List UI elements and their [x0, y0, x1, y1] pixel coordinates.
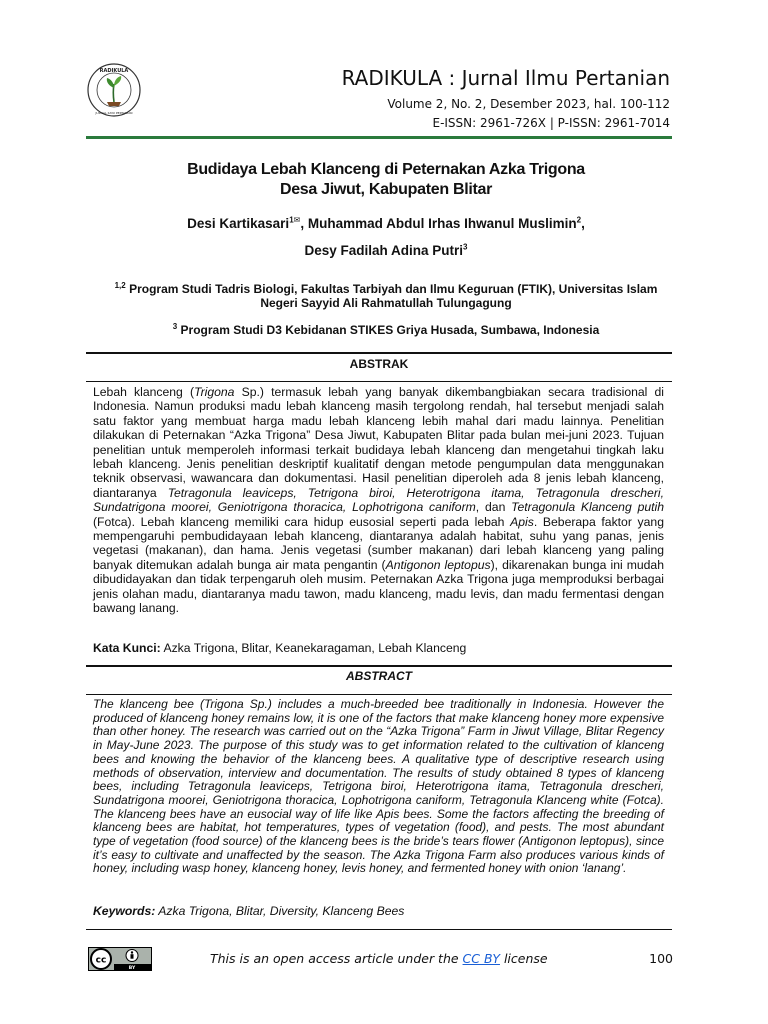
footer-rule: [86, 929, 672, 930]
cc-by-link[interactable]: CC BY: [462, 951, 500, 966]
affiliation-2-text: Program Studi D3 Kebidanan STIKES Griya Husada, Sumbawa, Indonesia: [180, 323, 600, 337]
authors-line2: [86, 243, 686, 258]
affiliation-1-text: Program Studi Tadris Biologi, Fakultas Tarbiyah dan Ilmu Keguruan (FTIK), Universitas Islam: [129, 282, 658, 296]
abstract-body: The klanceng bee (Trigona Sp.) includes a much-breeded bee traditionally in Indonesia. However the produced of klanceng honey remains low, it is one of the factors that make klanceng honey more expensive than other honey. The research was carried out on the “Azka Trigona” Farm in Jiwut Village, Blitar Regency in May-June 2023. The purpose of this study was to get information related to the cultivation of klanceng bees and knowing the behavior of the klanceng bees. A qualitative type of descriptive research using methods of observation, interview and documentation. The results of study obtained 8 types of klanceng bees, including Tetragonula leaviceps, Tetrigona biroi, Heterotrigona itama, Tetragonula drescheri, Sundatrigona moorei, Geniotrigona thoracica, Lophotrigona caniform, Tetragonula Klanceng white (Fotca). The klanceng bees have an eusocial way of life like Apis bees. Some the factors affecting the breeding of klanceng bees are habitat, hot temperatures, types of vegetation (food), and pests. The most abundant type of vegetation (food source) of the klanceng bees is the bride’s tears flower (Antigonon leptopus), since it’s easy to cultivate and unaffected by the season. The Azka Trigona Farm also produces various kinds of honey, including wasp honey, klanceng honey, levis honey, and fermented honey with onion ‘lanang’.: [93, 697, 664, 876]
journal-volume: Volume 2, No. 2, Desember 2023, hal. 100-112: [387, 97, 670, 111]
mail-icon[interactable]: ✉: [293, 215, 301, 225]
abstract-heading-rule: [86, 694, 672, 695]
affiliation-2: [86, 323, 686, 337]
abstract-top-rule: [86, 665, 672, 667]
by-label: BY: [128, 966, 136, 971]
author-3: Desy Fadilah Adina Putri: [304, 243, 464, 258]
abstrak-heading: ABSTRAK: [349, 357, 409, 371]
abstrak-body: Lebah klanceng (Trigona Sp.) termasuk lebah yang banyak dikembangbiakan secara tradisional di Indonesia. Namun produksi madu lebah klanceng masih tergolong rendah, hal tersebut menjadi salah satu faktor yang membuat harga madu lebah klanceng lebih mahal dari madu lainnya. Penelitian dilakukan di Peternakan “Azka Trigona” Desa Jiwut, Kabupaten Blitar pada bulan mei-juni 2023. Tujuan penelitian untuk memperoleh informasi terkait budidaya lebah klanceng dan mengetahui tingkah laku lebah klanceng. Jenis penelitian deskriptif kualitatif dengan metode pengumpulan data menggunakan teknik observasi, wawancara dan dokumentasi. Hasil penelitian diperoleh ada 8 jenis lebah klanceng, diantaranya Tetragonula leaviceps, Tetrigona biroi, Heterotrigona itama, Tetragonula drescheri, Sundatrigona moorei, Geniotrigona thoracica, Lophotrigona caniform, dan Tetragonula Klanceng putih (Fotca). Lebah klanceng memiliki cara hidup eusosial seperti pada lebah Apis. Beberapa faktor yang mempengaruhi pembudidayaan lebah klanceng, diantaranya adalah habitat, suhu yang panas, jenis vegetasi (makanan), dan hama. Jenis vegetasi (sumber makanan) dari lebah klanceng yang paling banyak ditemukan adalah bunga air mata pengantin (Antigonon leptopus), dikarenakan bunga ini mudah dibudidayakan dan tidak terpengaruh oleh musim. Peternakan Azka Trigona juga memproduksi berbagai jenis olahan madu, diantaranya madu tawon, madu klanceng, madu levis, dan madu fermentasi dengan bawang lanang.: [93, 385, 664, 616]
kata-kunci-label: Kata Kunci:: [93, 641, 161, 655]
affiliation-1-sup: 1,2: [114, 281, 126, 290]
logo-text: RADIKULA: [99, 68, 129, 74]
header-divider: [86, 136, 672, 139]
cc-by-badge[interactable]: [88, 947, 152, 971]
journal-logo: [86, 62, 142, 118]
journal-title: RADIKULA : Jurnal Ilmu Pertanian: [341, 66, 670, 90]
page-number: 100: [649, 951, 673, 966]
journal-issn: E-ISSN: 2961-726X | P-ISSN: 2961-7014: [432, 116, 670, 130]
article-title-line1: Budidaya Lebah Klanceng di Peternakan Azka Trigona: [187, 161, 585, 178]
person-icon: [131, 951, 133, 953]
keywords-text: Azka Trigona, Blitar, Diversity, Klanceng Bees: [158, 904, 405, 918]
affiliation-1-line2: Negeri Sayyid Ali Rahmatullah Tulungagung: [260, 296, 512, 310]
authors-line1: Desi Kartikasari$^{1✉}$, Muhammad Abdul Irhas Ihwanul Muslimin$^2$,: [187, 215, 585, 231]
author-2: Muhammad Abdul Irhas Ihwanul Muslimin: [307, 216, 577, 231]
keywords-label: Keywords:: [93, 904, 156, 918]
logo-subtext: JURNAL ILMU PERTANIAN: [95, 111, 133, 115]
author-1: Desi Kartikasari: [187, 216, 290, 231]
abstract-heading: ABSTRACT: [346, 669, 412, 683]
cc-icon: cc: [95, 955, 107, 966]
article-title-line2: Desa Jiwut, Kabupaten Blitar: [279, 181, 493, 198]
kata-kunci: [93, 641, 466, 655]
license-text: This is an open access article under the CC BY license: [210, 951, 548, 966]
affiliation-2-sup: 3: [172, 322, 178, 331]
abstrak-top-rule: [86, 352, 672, 354]
author-1-sup: 1: [289, 215, 294, 225]
affiliation-1-line1: [86, 282, 686, 296]
keywords: [93, 904, 404, 918]
kata-kunci-text: Azka Trigona, Blitar, Keanekaragaman, Lebah Klanceng: [163, 641, 467, 655]
author-3-sup: 3: [463, 242, 468, 252]
author-2-sup: 2: [576, 215, 582, 225]
abstrak-heading-rule: [86, 381, 672, 382]
